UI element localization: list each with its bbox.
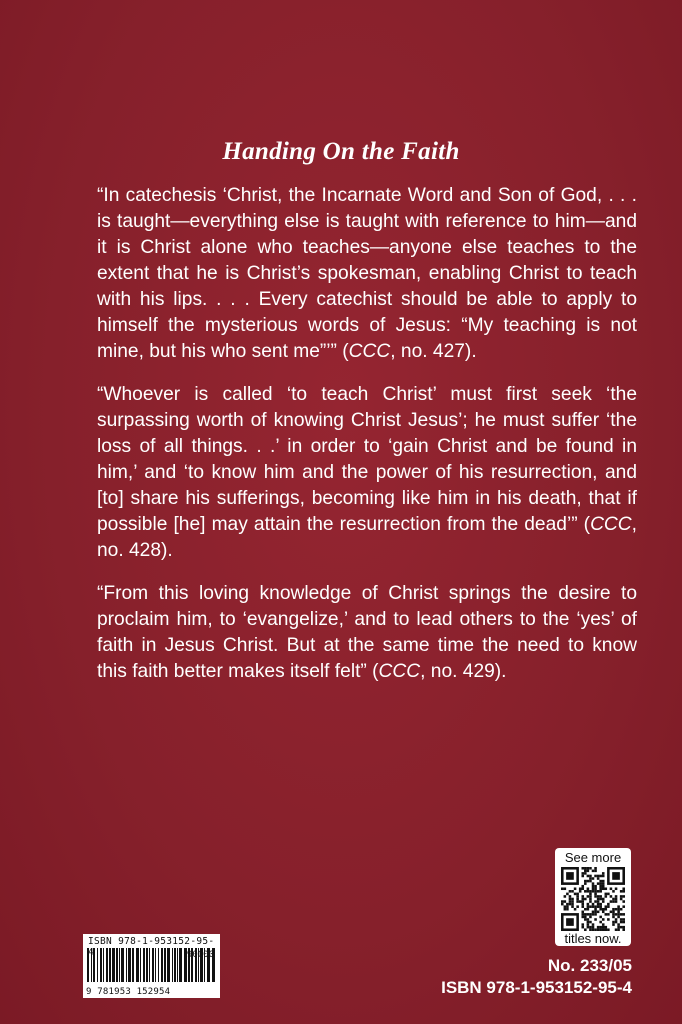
qr-module [594, 887, 597, 890]
qr-module [605, 893, 608, 896]
qr-module [569, 895, 572, 898]
qr-module [594, 885, 597, 888]
qr-module [620, 921, 623, 924]
qr-module [594, 905, 597, 908]
qr-module [597, 890, 600, 893]
qr-module [602, 872, 605, 875]
qr-module [599, 908, 602, 911]
qr-module [602, 882, 605, 885]
qr-module [584, 908, 587, 911]
qr-module [622, 905, 625, 908]
barcode-bar [164, 948, 166, 982]
qr-module [594, 893, 597, 896]
quote-paragraph [97, 581, 637, 685]
qr-module [612, 916, 615, 919]
qr-module [587, 875, 590, 878]
qr-module [584, 913, 587, 916]
qr-module [579, 890, 582, 893]
qr-module [584, 867, 587, 870]
qr-module [592, 877, 595, 880]
qr-module [592, 882, 595, 885]
qr-module [569, 898, 572, 901]
qr-module [615, 900, 618, 903]
qr-module [574, 887, 577, 890]
barcode-bar [87, 948, 89, 982]
qr-module [592, 913, 595, 916]
qr-module [610, 887, 613, 890]
qr-module [589, 893, 592, 896]
qr-code-icon[interactable] [561, 867, 625, 931]
qr-module [594, 911, 597, 914]
qr-module [564, 887, 567, 890]
citation-abbrev: CCC [378, 661, 421, 682]
qr-module [594, 890, 597, 893]
qr-module [594, 895, 597, 898]
barcode-bar [109, 948, 111, 982]
qr-module [597, 877, 600, 880]
qr-module [599, 875, 602, 878]
qr-module [592, 911, 595, 914]
qr-module [607, 903, 610, 906]
qr-module [589, 880, 592, 883]
qr-finder [612, 872, 620, 880]
qr-module [605, 908, 608, 911]
barcode-bar [155, 948, 156, 982]
barcode-bar [136, 948, 139, 982]
qr-module [605, 913, 608, 916]
qr-module [605, 895, 608, 898]
qr-module [589, 926, 592, 929]
qr-module [617, 926, 620, 929]
qr-module [605, 926, 608, 929]
qr-module [564, 905, 567, 908]
barcode-bar [97, 948, 98, 982]
qr-module [612, 898, 615, 901]
qr-module [592, 885, 595, 888]
barcode-bar [103, 948, 104, 982]
qr-module [612, 908, 615, 911]
qr-module [597, 900, 600, 903]
qr-module [584, 918, 587, 921]
qr-module [597, 895, 600, 898]
qr-module [576, 900, 579, 903]
qr-module [594, 875, 597, 878]
qr-module [615, 887, 618, 890]
qr-module [589, 890, 592, 893]
qr-module [571, 905, 574, 908]
qr-module [594, 918, 597, 921]
barcode-bar [179, 948, 182, 982]
paragraph-text: , no. 429). [420, 661, 507, 682]
qr-module [592, 887, 595, 890]
isbn-barcode [83, 934, 220, 998]
barcode-bar [100, 948, 102, 982]
qr-module [584, 916, 587, 919]
qr-module [602, 885, 605, 888]
barcode-bar [119, 948, 120, 982]
qr-module [602, 908, 605, 911]
qr-module [592, 923, 595, 926]
publication-info [441, 955, 632, 999]
qr-module [602, 911, 605, 914]
qr-module [620, 913, 623, 916]
qr-module [605, 905, 608, 908]
qr-module [581, 926, 584, 929]
qr-module [599, 882, 602, 885]
qr-module [599, 880, 602, 883]
qr-module [589, 905, 592, 908]
qr-module [574, 908, 577, 911]
qr-module [599, 890, 602, 893]
qr-module [612, 921, 615, 924]
quote-paragraph [97, 382, 637, 564]
barcode-bar [161, 948, 163, 982]
barcode-bar [149, 948, 150, 982]
qr-module [571, 890, 574, 893]
barcode-price-code: 90000 [186, 950, 214, 960]
qr-module [566, 903, 569, 906]
qr-module [581, 916, 584, 919]
barcode-bar [152, 948, 154, 982]
qr-module [594, 867, 597, 870]
qr-module [602, 918, 605, 921]
qr-module [599, 916, 602, 919]
qr-module [566, 905, 569, 908]
qr-module [602, 875, 605, 878]
paragraph-text: “In catechesis ‘Christ, the Incarnate Word and Son of God, . . . is taught—everything else is taught with reference to him—and it is Christ alone who teaches—anyone else teaches to the extent that he is Christ’s spokesman, enabling Christ to teach with his lips. . . . Every catechist should be able to apply to himself the mysterious words of Jesus: “My teaching is not mine, but his who sent me”’” ( [97, 185, 637, 362]
qr-module [569, 900, 572, 903]
qr-module [610, 911, 613, 914]
qr-module [589, 877, 592, 880]
paragraph-text: “From this loving knowledge of Christ springs the desire to proclaim him, to ‘evangelize,’ and to lead others to the ‘yes’ of faith in Jesus Christ. But at the same time the need to know this faith better makes itself felt” ( [97, 583, 637, 682]
qr-module [581, 872, 584, 875]
qr-module [584, 882, 587, 885]
qr-caption-top: See more [564, 850, 622, 865]
qr-module [581, 898, 584, 901]
qr-module [594, 908, 597, 911]
qr-finder [566, 872, 574, 880]
qr-module [589, 913, 592, 916]
barcode-bar [158, 948, 159, 982]
qr-module [592, 903, 595, 906]
qr-module [597, 911, 600, 914]
qr-module [571, 903, 574, 906]
qr-module [612, 923, 615, 926]
qr-module [584, 870, 587, 873]
qr-module [602, 926, 605, 929]
barcode-bar [132, 948, 134, 982]
qr-module [597, 875, 600, 878]
qr-module [589, 875, 592, 878]
qr-module [599, 887, 602, 890]
qr-module [617, 916, 620, 919]
cover-title: Handing On the Faith [222, 138, 460, 165]
barcode-isbn-label: ISBN 978-1-953152-95- [88, 936, 215, 947]
publication-isbn: ISBN 978-1-953152-95-4 [441, 978, 632, 997]
barcode-bar [121, 948, 124, 982]
qr-module [612, 900, 615, 903]
qr-module [594, 900, 597, 903]
qr-code-box[interactable] [555, 848, 631, 946]
qr-module [610, 900, 613, 903]
qr-module [607, 905, 610, 908]
qr-module [622, 918, 625, 921]
qr-module [615, 895, 618, 898]
barcode-bar [143, 948, 145, 982]
qr-module [620, 926, 623, 929]
qr-module [622, 926, 625, 929]
qr-module [584, 872, 587, 875]
qr-module [587, 921, 590, 924]
qr-module [592, 870, 595, 873]
qr-module [589, 921, 592, 924]
barcode-bar [91, 948, 92, 982]
qr-module [584, 880, 587, 883]
qr-module [589, 867, 592, 870]
qr-module [599, 898, 602, 901]
qr-module [602, 887, 605, 890]
qr-module [607, 913, 610, 916]
qr-module [599, 895, 602, 898]
barcode-bar [167, 948, 170, 982]
qr-module [571, 900, 574, 903]
qr-module [579, 887, 582, 890]
qr-module [592, 890, 595, 893]
qr-module [564, 908, 567, 911]
qr-module [561, 900, 564, 903]
qr-module [599, 926, 602, 929]
qr-module [581, 885, 584, 888]
qr-module [587, 890, 590, 893]
qr-module [587, 870, 590, 873]
barcode-bar [106, 948, 108, 982]
paragraph-text: , no. 427). [390, 341, 477, 362]
qr-module [620, 898, 623, 901]
paragraph-text: “Whoever is called ‘to teach Christ’ must first seek ‘the surpassing worth of knowing Christ Jesus’; he must suffer ‘the loss of all things. . .’ in order to ‘gain Christ and be found in him,’ and ‘to know him and the power of his resurrection, and [to] share his sufferings, becoming like him in his death, that if possible [he] may attain the resurrection from the dead’” ( [97, 384, 637, 535]
qr-module [576, 905, 579, 908]
qr-module [617, 908, 620, 911]
qr-module [622, 895, 625, 898]
qr-module [615, 921, 618, 924]
qr-module [597, 898, 600, 901]
qr-module [576, 898, 579, 901]
qr-module [612, 890, 615, 893]
qr-module [597, 905, 600, 908]
qr-module [581, 923, 584, 926]
qr-module [579, 900, 582, 903]
qr-module [584, 898, 587, 901]
qr-module [576, 893, 579, 896]
qr-module [607, 893, 610, 896]
qr-module [589, 895, 592, 898]
qr-module [622, 913, 625, 916]
qr-module [569, 890, 572, 893]
barcode-bar [146, 948, 148, 982]
citation-abbrev: CCC [590, 514, 632, 535]
qr-module [620, 918, 623, 921]
qr-module [622, 900, 625, 903]
qr-module [587, 923, 590, 926]
qr-module [612, 913, 615, 916]
qr-module [617, 913, 620, 916]
barcode-bar [140, 948, 141, 982]
qr-module [599, 903, 602, 906]
qr-module [561, 887, 564, 890]
qr-module [620, 895, 623, 898]
qr-module [617, 923, 620, 926]
quote-text [97, 183, 637, 702]
qr-module [587, 867, 590, 870]
qr-module [587, 913, 590, 916]
qr-module [597, 926, 600, 929]
qr-module [594, 870, 597, 873]
qr-module [599, 921, 602, 924]
qr-module [605, 887, 608, 890]
qr-module [587, 926, 590, 929]
qr-module [561, 903, 564, 906]
barcode-bar [174, 948, 176, 982]
qr-module [589, 898, 592, 901]
qr-module [617, 905, 620, 908]
qr-module [615, 913, 618, 916]
qr-module [566, 908, 569, 911]
qr-module [597, 882, 600, 885]
qr-module [589, 916, 592, 919]
qr-module [569, 903, 572, 906]
barcode-bar [116, 948, 118, 982]
qr-module [581, 905, 584, 908]
barcode-bar [128, 948, 131, 982]
qr-module [587, 908, 590, 911]
qr-module [617, 911, 620, 914]
barcode-bar [112, 948, 115, 982]
qr-module [581, 903, 584, 906]
qr-module [589, 900, 592, 903]
qr-module [581, 867, 584, 870]
qr-module [622, 928, 625, 931]
quote-paragraph [97, 183, 637, 365]
barcode-bar [93, 948, 95, 982]
qr-module [594, 913, 597, 916]
publication-number: No. 233/05 [547, 956, 632, 975]
qr-module [620, 908, 623, 911]
qr-module [622, 921, 625, 924]
qr-module [584, 890, 587, 893]
qr-module [571, 898, 574, 901]
qr-module [615, 918, 618, 921]
qr-module [615, 898, 618, 901]
qr-module [587, 895, 590, 898]
qr-module [592, 926, 595, 929]
qr-module [587, 903, 590, 906]
qr-module [592, 905, 595, 908]
qr-module [587, 918, 590, 921]
qr-module [620, 890, 623, 893]
qr-module [574, 893, 577, 896]
qr-module [599, 905, 602, 908]
qr-caption-bottom: titles now. [564, 931, 622, 946]
qr-module [615, 908, 618, 911]
paragraph-text: , no. 428). [97, 514, 637, 561]
qr-module [622, 887, 625, 890]
qr-module [587, 887, 590, 890]
qr-module [581, 913, 584, 916]
qr-module [564, 900, 567, 903]
citation-abbrev: CCC [348, 341, 391, 362]
barcode-bar [126, 948, 127, 982]
qr-module [602, 900, 605, 903]
qr-finder [566, 918, 574, 926]
qr-module [576, 895, 579, 898]
qr-module [581, 911, 584, 914]
qr-module [602, 923, 605, 926]
qr-module [581, 900, 584, 903]
qr-module [612, 911, 615, 914]
barcode-bar [172, 948, 173, 982]
qr-module [599, 885, 602, 888]
qr-module [581, 895, 584, 898]
qr-module [602, 898, 605, 901]
qr-module [564, 895, 567, 898]
qr-module [566, 893, 569, 896]
qr-module [587, 905, 590, 908]
barcode-bar [177, 948, 178, 982]
qr-module [610, 895, 613, 898]
qr-module [622, 890, 625, 893]
qr-module [602, 880, 605, 883]
qr-module [581, 875, 584, 878]
qr-module [587, 880, 590, 883]
barcode-digits: 9 781953 152954 [86, 987, 171, 997]
qr-module [607, 918, 610, 921]
qr-module [581, 887, 584, 890]
qr-module [597, 903, 600, 906]
